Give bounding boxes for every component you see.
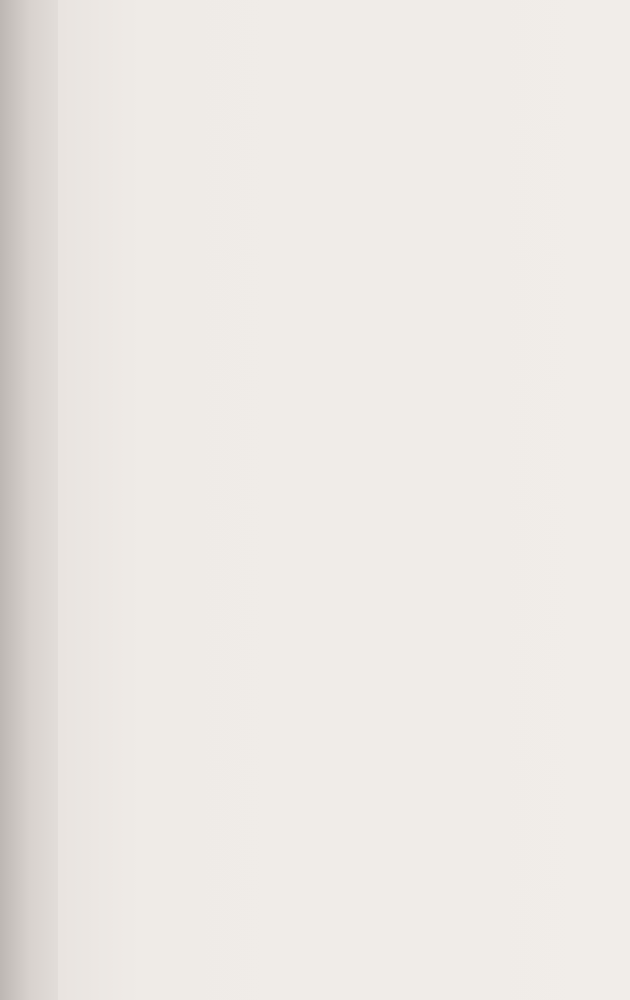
watermark (142, 612, 562, 672)
facing-page-gutter (0, 0, 58, 1000)
running-header (206, 18, 572, 44)
section-separator (278, 128, 318, 162)
